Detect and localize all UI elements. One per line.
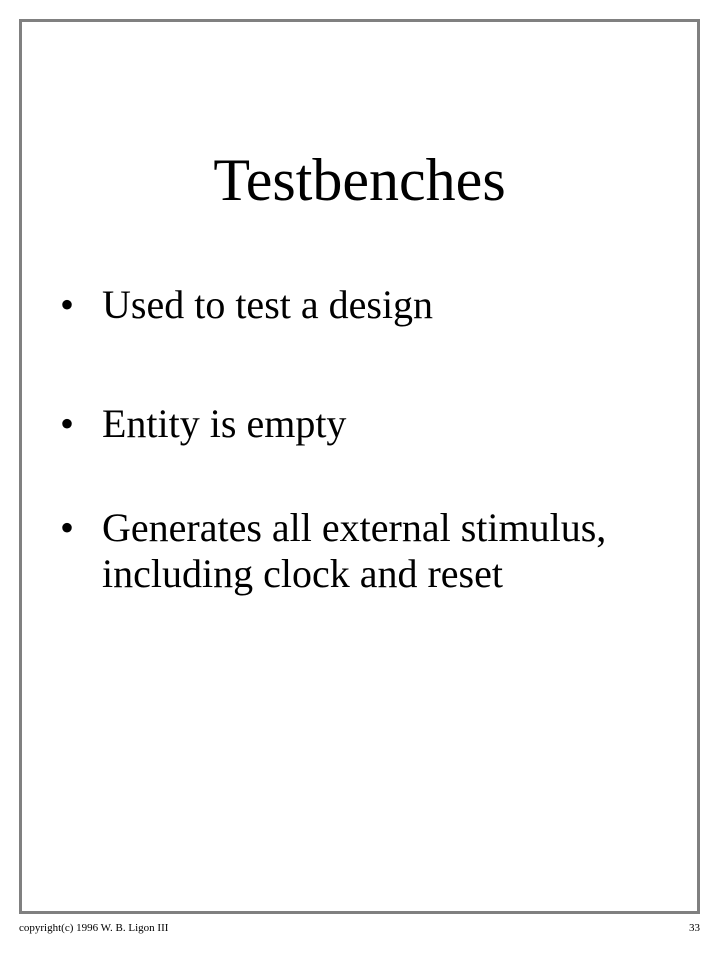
bullet-item [60,505,680,597]
bullet-list [60,282,680,597]
bullet-text: Used to test a design [102,282,434,327]
slide-title: Testbenches [213,147,506,213]
bullet-marker: • [60,401,75,446]
bullet-marker: • [60,282,75,327]
bullet-item [60,282,680,328]
bullet-text: Entity is empty [102,401,347,446]
bullet-text: Generates all external stimulus, including clock and reset [102,505,607,596]
page-number: 33 [689,922,700,934]
copyright-footer: copyright(c) 1996 W. B. Ligon III [19,922,169,934]
slide-frame [19,19,700,914]
bullet-item [60,401,680,447]
bullet-marker: • [60,505,75,550]
